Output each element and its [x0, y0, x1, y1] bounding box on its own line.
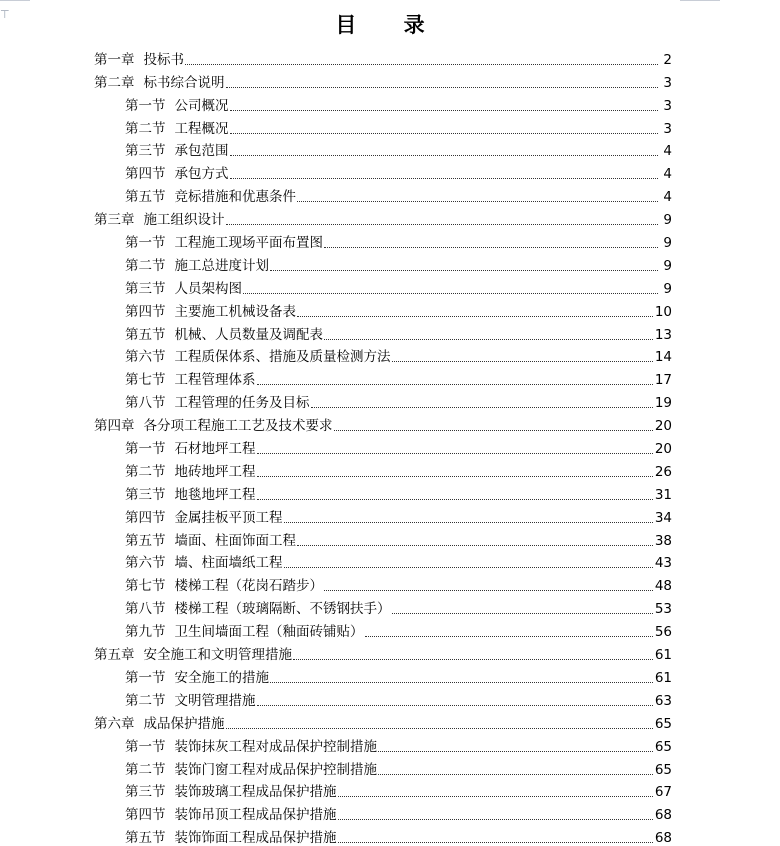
toc-section-entry[interactable]	[94, 343, 672, 366]
entry-number: 第八节	[125, 395, 166, 412]
toc-section-entry[interactable]	[94, 434, 672, 457]
dot-leader	[297, 315, 653, 317]
entry-page-number: 31	[654, 486, 672, 503]
entry-number: 第三节	[125, 486, 166, 503]
dot-leader	[324, 589, 653, 591]
dot-leader	[243, 292, 658, 294]
toc-section-entry[interactable]	[94, 732, 672, 755]
entry-title: 金属挂板平顶工程	[174, 509, 283, 526]
entry-title: 卫生间墙面工程（釉面砖铺贴）	[174, 624, 364, 641]
toc-section-entry[interactable]	[94, 503, 672, 526]
entry-title: 投标书	[143, 51, 184, 68]
entry-page-number: 9	[663, 257, 672, 274]
entry-page-number: 9	[663, 212, 672, 229]
page-corner-line	[0, 0, 30, 1]
entry-number: 第一节	[125, 441, 166, 458]
toc-section-entry[interactable]	[94, 137, 672, 160]
toc-section-entry[interactable]	[94, 228, 672, 251]
dot-leader	[392, 612, 653, 614]
dot-leader	[270, 269, 658, 271]
entry-number: 第九节	[125, 624, 166, 641]
dot-leader	[334, 429, 653, 431]
entry-number: 第七节	[125, 578, 166, 595]
entry-page-number: 4	[663, 189, 672, 206]
dot-leader	[293, 658, 653, 660]
dot-leader	[226, 727, 653, 729]
entry-number: 第二节	[125, 257, 166, 274]
entry-number: 第四节	[125, 303, 166, 320]
dot-leader	[257, 452, 653, 454]
entry-title: 装饰抹灰工程对成品保护控制措施	[174, 738, 377, 755]
entry-title: 装饰吊顶工程成品保护措施	[174, 807, 337, 824]
entry-number: 第一节	[125, 97, 166, 114]
dot-leader	[311, 406, 653, 408]
entry-number: 第六节	[125, 555, 166, 572]
entry-number: 第三节	[125, 784, 166, 801]
entry-title: 人员架构图	[174, 280, 242, 297]
entry-number: 第二节	[125, 692, 166, 709]
toc-section-entry[interactable]	[94, 365, 672, 388]
entry-number: 第五节	[125, 326, 166, 343]
dot-leader	[324, 246, 658, 248]
entry-number: 第一节	[125, 738, 166, 755]
entry-page-number: 4	[663, 143, 672, 160]
toc-section-entry[interactable]	[94, 800, 672, 823]
edit-anchor-icon: ⊤	[0, 8, 10, 21]
entry-page-number: 65	[654, 738, 672, 755]
toc-section-entry[interactable]	[94, 297, 672, 320]
table-of-contents	[94, 45, 672, 846]
toc-section-entry[interactable]	[94, 274, 672, 297]
toc-chapter-entry[interactable]	[94, 205, 672, 228]
entry-title: 文明管理措施	[174, 692, 256, 709]
entry-number: 第二章	[94, 74, 135, 91]
entry-page-number: 20	[654, 418, 672, 435]
dot-leader	[284, 521, 653, 523]
entry-number: 第二节	[125, 761, 166, 778]
entry-page-number: 38	[654, 532, 672, 549]
toc-chapter-entry[interactable]	[94, 45, 672, 68]
toc-section-entry[interactable]	[94, 91, 672, 114]
entry-title: 墙面、柱面饰面工程	[174, 532, 296, 549]
entry-title: 各分项工程施工工艺及技术要求	[143, 418, 333, 435]
entry-title: 楼梯工程（玻璃隔断、不锈钢扶手）	[174, 601, 391, 618]
entry-number: 第三章	[94, 212, 135, 229]
page-title: 目 录	[335, 12, 445, 37]
entry-number: 第五章	[94, 647, 135, 664]
entry-title: 工程管理的任务及目标	[174, 395, 310, 412]
dot-leader	[270, 681, 653, 683]
entry-page-number: 63	[654, 692, 672, 709]
toc-section-entry[interactable]	[94, 320, 672, 343]
entry-title: 石材地坪工程	[174, 441, 256, 458]
entry-page-number: 13	[654, 326, 672, 343]
toc-chapter-entry[interactable]	[94, 640, 672, 663]
entry-page-number: 68	[654, 807, 672, 824]
entry-page-number: 48	[654, 578, 672, 595]
dot-leader	[185, 63, 658, 65]
page-corner-line-right	[680, 0, 720, 1]
toc-section-entry[interactable]	[94, 388, 672, 411]
dot-leader	[365, 635, 653, 637]
entry-page-number: 14	[654, 349, 672, 366]
entry-number: 第五节	[125, 830, 166, 846]
toc-section-entry[interactable]	[94, 480, 672, 503]
entry-page-number: 19	[654, 395, 672, 412]
toc-chapter-entry[interactable]	[94, 411, 672, 434]
entry-number: 第五节	[125, 532, 166, 549]
entry-page-number: 43	[654, 555, 672, 572]
dot-leader	[230, 154, 659, 156]
dot-leader	[226, 86, 659, 88]
dot-leader	[324, 338, 653, 340]
entry-title: 成品保护措施	[143, 715, 225, 732]
toc-section-entry[interactable]	[94, 823, 672, 846]
entry-title: 工程管理体系	[174, 372, 256, 389]
entry-number: 第三节	[125, 143, 166, 160]
entry-title: 承包方式	[174, 166, 229, 183]
dot-leader	[378, 773, 653, 775]
entry-page-number: 2	[663, 51, 672, 68]
entry-number: 第四节	[125, 509, 166, 526]
toc-section-entry[interactable]	[94, 755, 672, 778]
dot-leader	[338, 841, 653, 843]
toc-section-entry[interactable]	[94, 182, 672, 205]
entry-page-number: 61	[654, 669, 672, 686]
entry-number: 第一章	[94, 51, 135, 68]
entry-title: 工程质保体系、措施及质量检测方法	[174, 349, 391, 366]
entry-number: 第三节	[125, 280, 166, 297]
toc-section-entry[interactable]	[94, 159, 672, 182]
entry-title: 公司概况	[174, 97, 229, 114]
toc-section-entry[interactable]	[94, 457, 672, 480]
entry-page-number: 68	[654, 830, 672, 846]
entry-title: 地砖地坪工程	[174, 463, 256, 480]
entry-page-number: 3	[663, 97, 672, 114]
toc-section-entry[interactable]	[94, 526, 672, 549]
dot-leader	[297, 200, 658, 202]
entry-title: 主要施工机械设备表	[174, 303, 296, 320]
entry-number: 第六节	[125, 349, 166, 366]
dot-leader	[257, 498, 653, 500]
entry-page-number: 34	[654, 509, 672, 526]
toc-section-entry[interactable]	[94, 686, 672, 709]
entry-number: 第二节	[125, 120, 166, 137]
entry-page-number: 20	[654, 441, 672, 458]
entry-title: 施工总进度计划	[174, 257, 269, 274]
dot-leader	[257, 383, 653, 385]
entry-page-number: 3	[663, 74, 672, 91]
dot-leader	[297, 544, 653, 546]
dot-leader	[392, 360, 653, 362]
toc-section-entry[interactable]	[94, 594, 672, 617]
entry-title: 安全施工和文明管理措施	[143, 647, 292, 664]
entry-title: 装饰门窗工程对成品保护控制措施	[174, 761, 377, 778]
entry-title: 楼梯工程（花岗石踏步）	[174, 578, 323, 595]
entry-page-number: 9	[663, 280, 672, 297]
entry-number: 第一节	[125, 235, 166, 252]
dot-leader	[257, 475, 653, 477]
entry-number: 第七节	[125, 372, 166, 389]
dot-leader	[284, 566, 653, 568]
dot-leader	[230, 177, 659, 179]
dot-leader	[230, 132, 659, 134]
entry-title: 安全施工的措施	[174, 669, 269, 686]
entry-page-number: 56	[654, 624, 672, 641]
entry-title: 工程概况	[174, 120, 229, 137]
entry-title: 装饰玻璃工程成品保护措施	[174, 784, 337, 801]
entry-number: 第八节	[125, 601, 166, 618]
dot-leader	[338, 795, 653, 797]
entry-title: 承包范围	[174, 143, 229, 160]
toc-section-entry[interactable]	[94, 663, 672, 686]
entry-page-number: 65	[654, 715, 672, 732]
entry-number: 第五节	[125, 189, 166, 206]
entry-number: 第六章	[94, 715, 135, 732]
entry-title: 工程施工现场平面布置图	[174, 235, 323, 252]
dot-leader	[257, 704, 653, 706]
entry-title: 墙、柱面墙纸工程	[174, 555, 283, 572]
entry-page-number: 67	[654, 784, 672, 801]
toc-section-entry[interactable]	[94, 617, 672, 640]
toc-section-entry[interactable]	[94, 251, 672, 274]
entry-page-number: 65	[654, 761, 672, 778]
entry-number: 第四章	[94, 418, 135, 435]
entry-title: 装饰饰面工程成品保护措施	[174, 830, 337, 846]
entry-number: 第四节	[125, 807, 166, 824]
entry-page-number: 10	[654, 303, 672, 320]
toc-section-entry[interactable]	[94, 549, 672, 572]
entry-title: 机械、人员数量及调配表	[174, 326, 323, 343]
toc-section-entry[interactable]	[94, 778, 672, 801]
entry-page-number: 3	[663, 120, 672, 137]
dot-leader	[378, 750, 653, 752]
entry-number: 第二节	[125, 463, 166, 480]
entry-page-number: 17	[654, 372, 672, 389]
entry-title: 地毯地坪工程	[174, 486, 256, 503]
toc-chapter-entry[interactable]	[94, 709, 672, 732]
toc-chapter-entry[interactable]	[94, 68, 672, 91]
entry-number: 第一节	[125, 669, 166, 686]
entry-title: 施工组织设计	[143, 212, 225, 229]
dot-leader	[230, 109, 659, 111]
entry-number: 第四节	[125, 166, 166, 183]
entry-page-number: 26	[654, 463, 672, 480]
dot-leader	[338, 818, 653, 820]
entry-page-number: 53	[654, 601, 672, 618]
toc-section-entry[interactable]	[94, 571, 672, 594]
entry-title: 标书综合说明	[143, 74, 225, 91]
entry-page-number: 61	[654, 647, 672, 664]
toc-section-entry[interactable]	[94, 114, 672, 137]
entry-title: 竞标措施和优惠条件	[174, 189, 296, 206]
entry-page-number: 4	[663, 166, 672, 183]
dot-leader	[226, 223, 659, 225]
entry-page-number: 9	[663, 235, 672, 252]
